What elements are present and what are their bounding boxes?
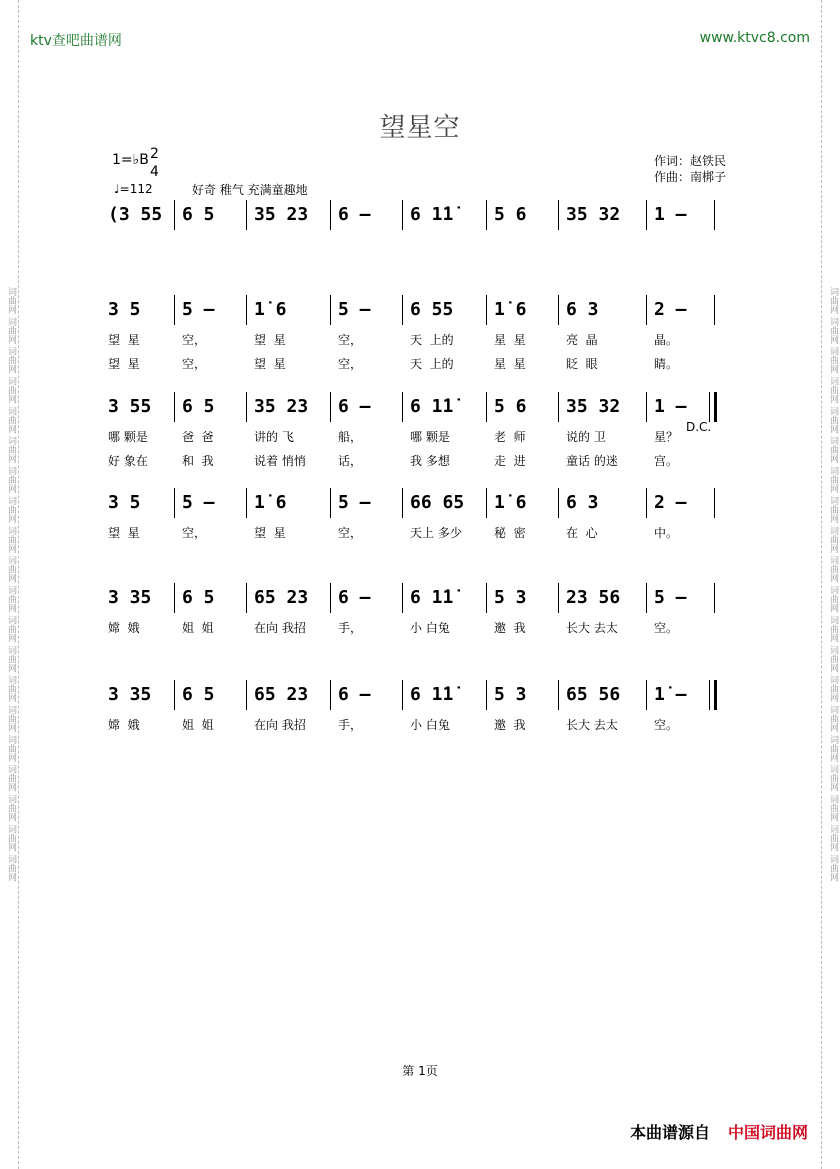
bar-line bbox=[486, 392, 487, 422]
lyric-line-1: 爸 爸 bbox=[182, 430, 214, 444]
lyric-line-1: 在 心 bbox=[566, 526, 598, 540]
bar-line bbox=[246, 295, 247, 325]
measure-notes: 2 – bbox=[654, 299, 687, 320]
bar-line bbox=[330, 392, 331, 422]
bar-line bbox=[486, 680, 487, 710]
lyric-line-1: 晶。 bbox=[654, 333, 679, 347]
bar-line bbox=[646, 583, 647, 613]
bar-line bbox=[402, 392, 403, 422]
lyric-line-1: 空。 bbox=[654, 621, 679, 635]
measure-notes: 65 56 bbox=[566, 684, 621, 705]
lyric-line-1: 说的 卫 bbox=[566, 430, 606, 444]
measure-notes: 35 32 bbox=[566, 204, 621, 225]
bar-line bbox=[174, 295, 175, 325]
lyric-line-1: 邀 我 bbox=[494, 718, 526, 732]
measure-notes: 6 5 bbox=[182, 396, 215, 417]
bar-line bbox=[714, 392, 717, 422]
lyric-line-1: 星 星 bbox=[494, 333, 526, 347]
lyric-line-1: 望 星 bbox=[108, 333, 140, 347]
bar-line bbox=[330, 680, 331, 710]
measure-notes: 6 3 bbox=[566, 492, 599, 513]
lyric-line-1: 天上 多少 bbox=[410, 526, 462, 540]
lyric-line-1: 手， bbox=[338, 621, 363, 635]
bar-line bbox=[646, 680, 647, 710]
lyric-line-2: 我 多想 bbox=[410, 454, 450, 468]
lyric-line-1: 小 白兔 bbox=[410, 621, 450, 635]
measure-notes: 6 1̇1̇ bbox=[410, 204, 454, 225]
bar-line bbox=[486, 488, 487, 518]
lyric-line-1: 望 星 bbox=[254, 333, 286, 347]
measure-notes: 6 5 bbox=[182, 587, 215, 608]
measure-notes: 23 56 bbox=[566, 587, 621, 608]
bar-line bbox=[558, 488, 559, 518]
composer: 作曲：南梆子 bbox=[654, 170, 727, 184]
bar-line bbox=[174, 200, 175, 230]
bar-line bbox=[402, 680, 403, 710]
measure-notes: 65 23 bbox=[254, 684, 309, 705]
measure-notes: 6 – bbox=[338, 396, 371, 417]
lyric-line-1: 嫦 娥 bbox=[108, 718, 140, 732]
bar-line bbox=[646, 488, 647, 518]
lyric-line-1: 小 白兔 bbox=[410, 718, 450, 732]
measure-notes: 5 3 bbox=[494, 684, 527, 705]
bar-line bbox=[486, 200, 487, 230]
performance-direction: 好奇 稚气 充满童趣地 bbox=[192, 183, 308, 197]
bar-line bbox=[558, 295, 559, 325]
measure-notes: 6 5 bbox=[182, 204, 215, 225]
lyric-line-1: 空， bbox=[182, 526, 207, 540]
lyric-line-2: 空， bbox=[338, 357, 363, 371]
lyric-line-1: 长大 去太 bbox=[566, 621, 618, 635]
bar-line bbox=[646, 392, 647, 422]
bar-line bbox=[246, 680, 247, 710]
score-row bbox=[100, 295, 740, 371]
bar-line bbox=[402, 583, 403, 613]
measure-notes: 5 – bbox=[182, 299, 215, 320]
lyric-line-1: 手， bbox=[338, 718, 363, 732]
lyric-line-2: 好 象在 bbox=[108, 454, 148, 468]
score-row bbox=[100, 200, 740, 260]
measure-notes: 3 55 bbox=[108, 396, 152, 417]
measure-notes: 5 – bbox=[182, 492, 215, 513]
bar-line bbox=[714, 583, 715, 613]
side-watermark-right: 词曲网 词曲网 词曲网 词曲网 词曲网 词曲网 词曲网 词曲网 词曲网 词曲网 词曲网 词曲网 词曲网 词曲网 词曲网 词曲网 词曲网 词曲网 词曲网 词曲网 bbox=[821, 0, 840, 1169]
lyric-line-1: 望 星 bbox=[108, 526, 140, 540]
source-label: 本曲谱源自 bbox=[629, 1123, 710, 1142]
bar-line bbox=[714, 680, 717, 710]
bar-line bbox=[558, 680, 559, 710]
measure-notes: 5 – bbox=[338, 299, 371, 320]
lyric-line-1: 星？ bbox=[654, 430, 679, 444]
bar-line bbox=[330, 295, 331, 325]
lyric-line-2: 和 我 bbox=[182, 454, 214, 468]
tempo-mark: ♩=112 bbox=[114, 182, 153, 196]
song-title: 望星空 bbox=[379, 113, 461, 143]
da-capo-mark: D.C. bbox=[686, 420, 712, 434]
bar-line bbox=[174, 488, 175, 518]
lyric-line-1: 长大 去太 bbox=[566, 718, 618, 732]
bar-line bbox=[330, 583, 331, 613]
measure-notes: 6 – bbox=[338, 204, 371, 225]
measure-notes: 1̇ – bbox=[654, 684, 687, 705]
measure-notes: 6 3 bbox=[566, 299, 599, 320]
measure-notes: 1 – bbox=[654, 396, 687, 417]
key-signature: 1=♭B bbox=[112, 152, 149, 168]
measure-notes: 5 3 bbox=[494, 587, 527, 608]
lyric-line-2: 睛。 bbox=[654, 357, 679, 371]
measure-notes: 1̇ 6 bbox=[494, 299, 527, 320]
lyric-line-1: 姐 姐 bbox=[182, 718, 214, 732]
final-bar-line bbox=[709, 392, 710, 422]
lyric-line-2: 童话 的迷 bbox=[566, 454, 618, 468]
bar-line bbox=[174, 680, 175, 710]
bar-line bbox=[714, 295, 715, 325]
measure-notes: (3 55 bbox=[108, 204, 163, 225]
time-signature-top: 2 bbox=[150, 146, 159, 162]
lyric-line-1: 空， bbox=[338, 333, 363, 347]
lyric-line-1: 船， bbox=[338, 430, 363, 444]
lyric-line-1: 空。 bbox=[654, 718, 679, 732]
source-credit bbox=[630, 1120, 808, 1143]
bar-line bbox=[246, 200, 247, 230]
bar-line bbox=[558, 200, 559, 230]
lyric-line-2: 望 星 bbox=[254, 357, 286, 371]
side-watermark-left: 词曲网 词曲网 词曲网 词曲网 词曲网 词曲网 词曲网 词曲网 词曲网 词曲网 词曲网 词曲网 词曲网 词曲网 词曲网 词曲网 词曲网 词曲网 词曲网 词曲网 bbox=[0, 0, 19, 1169]
bar-line bbox=[174, 583, 175, 613]
lyric-line-2: 宫。 bbox=[654, 454, 679, 468]
measure-notes: 6 – bbox=[338, 684, 371, 705]
time-signature-bottom: 4 bbox=[150, 164, 159, 180]
lyric-line-2: 眨 眼 bbox=[566, 357, 598, 371]
bar-line bbox=[486, 583, 487, 613]
lyric-line-1: 邀 我 bbox=[494, 621, 526, 635]
score-row bbox=[100, 488, 740, 548]
bar-line bbox=[646, 295, 647, 325]
measure-notes: 1̇ 6 bbox=[254, 492, 287, 513]
bar-line bbox=[402, 200, 403, 230]
lyric-line-1: 哪 颗是 bbox=[410, 430, 450, 444]
lyric-line-1: 嫦 娥 bbox=[108, 621, 140, 635]
page-number: 第 1页 bbox=[402, 1064, 438, 1078]
lyric-line-1: 哪 颗是 bbox=[108, 430, 148, 444]
measure-notes: 35 23 bbox=[254, 396, 309, 417]
site-name-left[interactable]: ktv查吧曲谱网 bbox=[30, 33, 122, 49]
measure-notes: 66 65 bbox=[410, 492, 465, 513]
bar-line bbox=[402, 488, 403, 518]
measure-notes: 1 – bbox=[654, 204, 687, 225]
bar-line bbox=[558, 583, 559, 613]
lyric-line-2: 星 星 bbox=[494, 357, 526, 371]
measure-notes: 2 – bbox=[654, 492, 687, 513]
bar-line bbox=[330, 488, 331, 518]
measure-notes: 65 23 bbox=[254, 587, 309, 608]
lyric-line-1: 讲的 飞 bbox=[254, 430, 294, 444]
lyric-line-1: 中。 bbox=[654, 526, 679, 540]
lyric-line-1: 在向 我招 bbox=[254, 621, 306, 635]
lyric-line-1: 望 星 bbox=[254, 526, 286, 540]
lyric-line-1: 在向 我招 bbox=[254, 718, 306, 732]
measure-notes: 1̇ 6 bbox=[494, 492, 527, 513]
measure-notes: 35 32 bbox=[566, 396, 621, 417]
measure-notes: 35 23 bbox=[254, 204, 309, 225]
measure-notes: 3 35 bbox=[108, 684, 152, 705]
measure-notes: 3 5 bbox=[108, 299, 141, 320]
measure-notes: 6 – bbox=[338, 587, 371, 608]
lyric-line-2: 望 星 bbox=[108, 357, 140, 371]
bar-line bbox=[402, 295, 403, 325]
bar-line bbox=[558, 392, 559, 422]
source-site[interactable]: 中国词曲网 bbox=[727, 1123, 808, 1142]
final-bar-line bbox=[709, 680, 710, 710]
measure-notes: 6 55 bbox=[410, 299, 454, 320]
score-row bbox=[100, 680, 740, 740]
measure-notes: 6 1̇1̇ bbox=[410, 396, 454, 417]
lyric-line-2: 说着 悄悄 bbox=[254, 454, 306, 468]
score-row bbox=[100, 392, 740, 468]
lyric-line-2: 空， bbox=[182, 357, 207, 371]
measure-notes: 5 – bbox=[338, 492, 371, 513]
lyric-line-1: 天 上的 bbox=[410, 333, 454, 347]
bar-line bbox=[646, 200, 647, 230]
bar-line bbox=[246, 392, 247, 422]
lyric-line-1: 姐 姐 bbox=[182, 621, 214, 635]
bar-line bbox=[174, 392, 175, 422]
measure-notes: 5 6 bbox=[494, 204, 527, 225]
measure-notes: 1̇ 6 bbox=[254, 299, 287, 320]
bar-line bbox=[246, 583, 247, 613]
lyric-line-2: 天 上的 bbox=[410, 357, 454, 371]
lyric-line-2: 话， bbox=[338, 454, 363, 468]
lyric-line-1: 空， bbox=[338, 526, 363, 540]
measure-notes: 5 6 bbox=[494, 396, 527, 417]
measure-notes: 3 35 bbox=[108, 587, 152, 608]
lyric-line-1: 秘 密 bbox=[494, 526, 526, 540]
measure-notes: 6 5 bbox=[182, 684, 215, 705]
lyric-line-1: 空， bbox=[182, 333, 207, 347]
measure-notes: 6 1̇1̇ bbox=[410, 684, 454, 705]
bar-line bbox=[486, 295, 487, 325]
score-row bbox=[100, 583, 740, 643]
lyric-line-1: 老 师 bbox=[494, 430, 526, 444]
bar-line bbox=[330, 200, 331, 230]
site-url-right[interactable]: www.ktvc8.com bbox=[699, 30, 810, 46]
lyric-line-1: 亮 晶 bbox=[566, 333, 598, 347]
measure-notes: 3 5 bbox=[108, 492, 141, 513]
bar-line bbox=[714, 488, 715, 518]
lyricist: 作词：赵铁民 bbox=[654, 154, 727, 168]
bar-line bbox=[714, 200, 715, 230]
lyric-line-2: 走 进 bbox=[494, 454, 526, 468]
measure-notes: 5 – bbox=[654, 587, 687, 608]
measure-notes: 6 1̇1̇ bbox=[410, 587, 454, 608]
bar-line bbox=[246, 488, 247, 518]
